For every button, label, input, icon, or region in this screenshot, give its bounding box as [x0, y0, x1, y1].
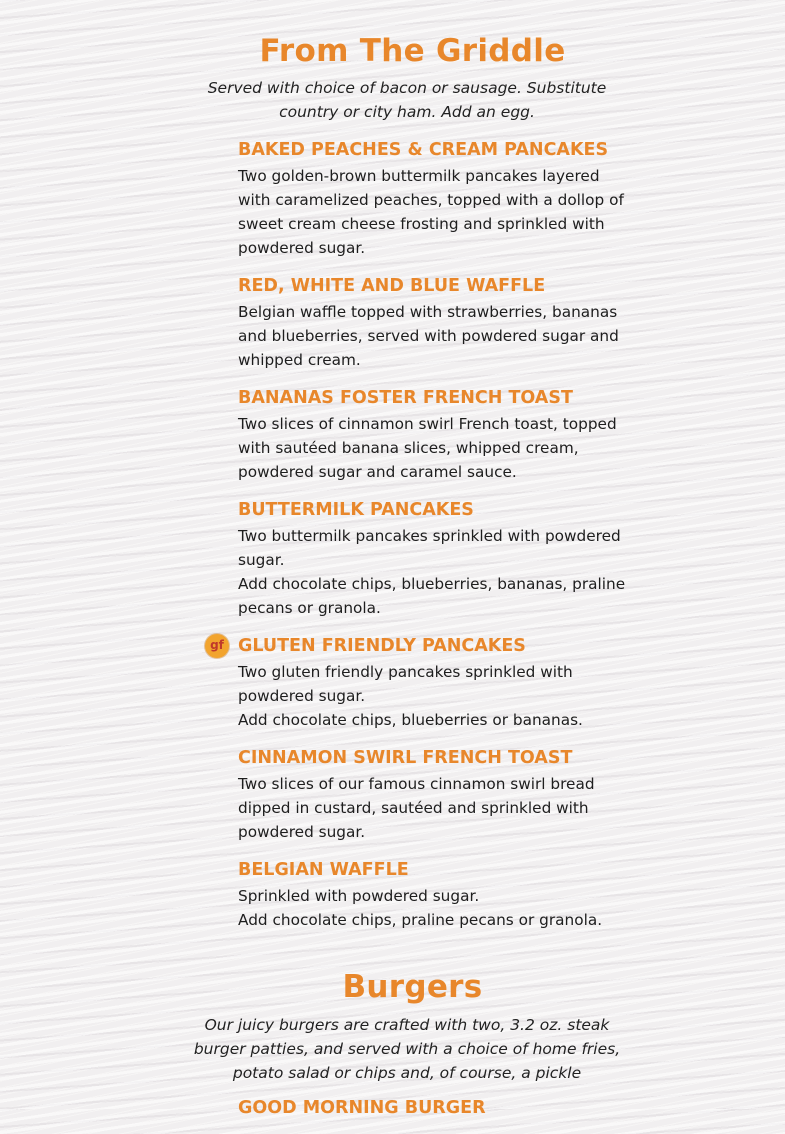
- menu-item-description: Two slices of cinnamon swirl French toast, topped with sautéed banana slices, whipped cream, powdered sugar and caramel sauce.: [238, 415, 617, 481]
- section-title-griddle: From The Griddle: [259, 33, 566, 69]
- menu-item-description: Sprinkled with powdered sugar.: [238, 887, 480, 905]
- menu-item-description: Two buttermilk pancakes sprinkled with powdered sugar.: [238, 527, 621, 569]
- menu-item: [238, 386, 628, 484]
- menu-item: [238, 498, 628, 620]
- menu-item: [238, 746, 628, 844]
- section-intro-griddle: Served with choice of bacon or sausage. Substitute country or city ham. Add an egg.: [207, 79, 607, 121]
- menu-item-description: Two slices of our famous cinnamon swirl bread dipped in custard, sautéed and sprinkled with powdered sugar.: [238, 775, 595, 841]
- menu-list-burgers: [238, 1096, 628, 1134]
- menu-item-name: GOOD MORNING BURGER: [238, 1098, 486, 1118]
- menu-list-griddle: [210, 138, 628, 946]
- menu-item-name: BUTTERMILK PANCAKES: [238, 500, 474, 520]
- menu-item-description: Belgian waffle topped with strawberries, bananas and blueberries, served with powdered sugar and whipped cream.: [238, 303, 619, 369]
- menu-item-description: Two gluten friendly pancakes sprinkled with powdered sugar.: [238, 663, 573, 705]
- menu-item: [238, 138, 628, 260]
- menu-item-name: GLUTEN FRIENDLY PANCAKES: [238, 636, 526, 656]
- menu-item: [238, 1096, 628, 1120]
- menu-item-addons: Add chocolate chips, praline pecans or granola.: [238, 911, 603, 929]
- menu-item-name: RED, WHITE AND BLUE WAFFLE: [238, 276, 546, 296]
- menu-item-name: CINNAMON SWIRL FRENCH TOAST: [238, 748, 573, 768]
- menu-item-name: BELGIAN WAFFLE: [238, 860, 409, 880]
- gluten-free-icon: gf: [205, 634, 229, 658]
- menu-item: [210, 634, 628, 732]
- menu-item-name: BAKED PEACHES & CREAM PANCAKES: [238, 140, 609, 160]
- section-intro-burgers: Our juicy burgers are crafted with two, 3.2 oz. steak burger patties, and served with a choice of home fries, potato salad or chips and, of course, a pickle: [193, 1016, 621, 1082]
- menu-item-addons: Add chocolate chips, blueberries or bananas.: [238, 711, 583, 729]
- menu-item-description: Two golden-brown buttermilk pancakes layered with caramelized peaches, topped with a dollop of sweet cream cheese frosting and sprinkled with powdered sugar.: [238, 167, 624, 257]
- menu-item: [238, 858, 628, 932]
- menu-item-addons: Add chocolate chips, blueberries, bananas, praline pecans or granola.: [238, 575, 626, 617]
- menu-item: [238, 274, 628, 372]
- menu-item-name: BANANAS FOSTER FRENCH TOAST: [238, 388, 573, 408]
- section-title-burgers: Burgers: [342, 969, 483, 1005]
